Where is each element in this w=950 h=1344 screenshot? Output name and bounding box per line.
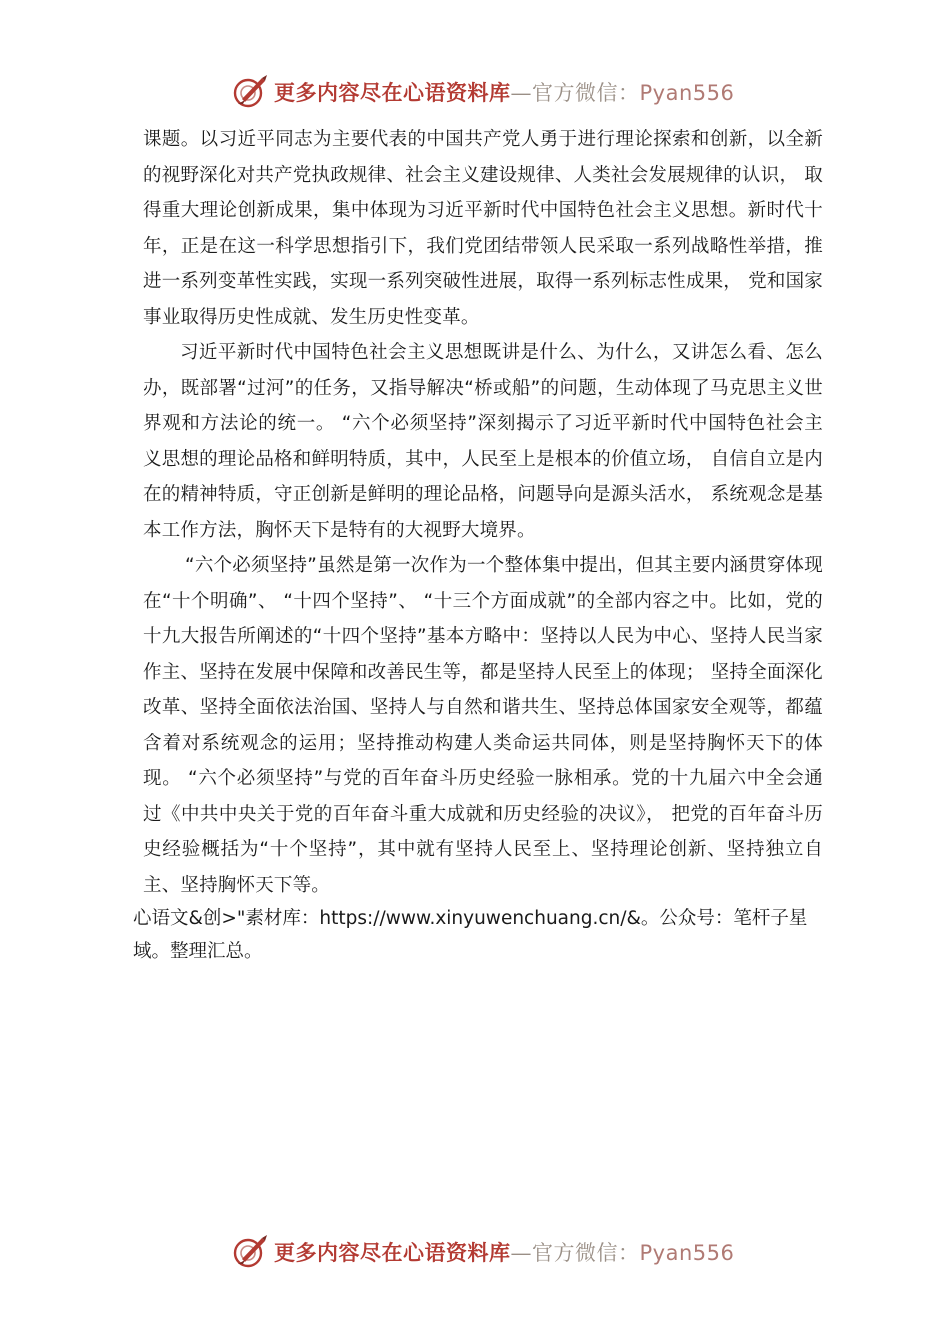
- footer-banner: [232, 1232, 752, 1272]
- banner-text: [274, 1237, 734, 1267]
- source-note: 心语文&创>"素材库：https://www.xinyuwenchuang.cn/&。公众号：笔杆子星域。整理汇总。: [133, 908, 808, 962]
- quill-pen-logo-icon: [232, 1234, 268, 1270]
- banner-sub-text: —官方微信：: [510, 81, 640, 105]
- banner-wechat-id: Pyan556: [639, 81, 735, 105]
- banner-wechat-id: Pyan556: [639, 1241, 735, 1265]
- paragraph-3: “六个必须坚持”虽然是第一次作为一个整体集中提出，但其主要内涵贯穿体现在“十个明确”、 “十四个坚持”、 “十三个方面成就”的全部内容之中。比如，党的十九大报告所阐述的“十四个坚持”基本方略中：坚持以人民为中心、坚持人民当家作主、坚持在发展中保障和改善民生等，都是坚持人民至上的体现； 坚持全面深化改革、坚持全面依法治国、坚持人与自然和谐共生、坚持总体国家安全观等，都蕴含着对系统观念的运用；坚持推动构建人类命运共同体，则是坚持胸怀天下的体现。 “六个必须坚持”与党的百年奋斗历史经验一脉相承。党的十九届六中全会通过《中共中央关于党的百年奋斗重大成就和历史经验的决议》， 把党的百年奋斗历史经验概括为“十个坚持”，其中就有坚持人民至上、坚持理论创新、坚持独立自主、坚持胸怀天下等。: [143, 555, 823, 896]
- document-body: [143, 122, 823, 903]
- paragraph-1: 课题。以习近平同志为主要代表的中国共产党人勇于进行理论探索和创新，以全新的视野深化对共产党执政规律、社会主义建设规律、人类社会发展规律的认识， 取得重大理论创新成果，集中体现为习近平新时代中国特色社会主义思想。新时代十年，正是在这一科学思想指引下，我们党团结带领人民采取一系列战略性举措，推进一系列变革性实践，实现一系列突破性进展，取得一系列标志性成果， 党和国家事业取得历史性成就、发生历史性变革。: [143, 129, 823, 328]
- quill-pen-logo-icon: [232, 74, 268, 110]
- banner-main-text: 更多内容尽在心语资料库: [274, 1240, 511, 1265]
- banner-text: [274, 77, 734, 107]
- header-banner: [232, 72, 752, 112]
- banner-sub-text: —官方微信：: [510, 1241, 640, 1265]
- paragraph-2: 习近平新时代中国特色社会主义思想既讲是什么、为什么，又讲怎么看、怎么办，既部署“过河”的任务，又指导解决“桥或船”的问题，生动体现了马克思主义世界观和方法论的统一。 “六个必须坚持”深刻揭示了习近平新时代中国特色社会主义思想的理论品格和鲜明特质，其中，人民至上是根本的价值立场， 自信自立是内在的精神特质，守正创新是鲜明的理论品格，问题导向是源头活水， 系统观念是基本工作方法，胸怀天下是特有的大视野大境界。: [143, 342, 823, 541]
- banner-main-text: 更多内容尽在心语资料库: [274, 80, 511, 105]
